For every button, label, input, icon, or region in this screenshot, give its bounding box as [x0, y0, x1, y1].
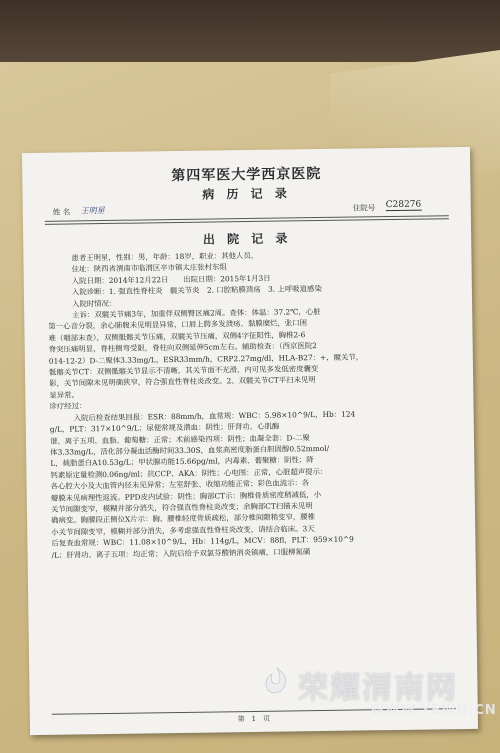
record-line: 体3.33mg/L，活化部分凝血活酶时间33.30S，血浆高密度脂蛋白胆固醇0.52mmol/: [50, 443, 330, 457]
watermark-logo-icon: [260, 665, 294, 699]
record-line: /L；肝肾功、离子五项：均正常；入院后给予双氯芬酸钠消炎镇痛，口服柳氮磺: [51, 546, 311, 560]
record-line: g/L，PLT：317×10^9/L；尿便常规及潜血：阴性；肝肾功、心肌酶: [49, 421, 280, 434]
record-line: 住址：陕西省渭南市临渭区辛市镇太庄张村东组: [71, 262, 227, 274]
record-line: L，载脂蛋白A10.53g/L；甲状腺功能15.66pg/ml，内毒素、葡聚糖：阴性；降: [50, 455, 314, 469]
admission-no-label: 住院号: [352, 203, 376, 213]
record-line: 后复查血常规：WBC：11.08×10^9/L，Hb：114g/L，MCV：88fl，PLT：959×10^9: [51, 534, 354, 548]
record-line: 显异常。: [49, 390, 79, 400]
record-line: 钙素原定量检测0.06ng/ml；抗CCP、AKA：阴性；心电图：正常，心脏超声提示：: [50, 466, 328, 480]
record-line: 脊突压痛明显，脊柱侧弯受限，脊柱向双侧延伸5cm左右。辅助检查：（西京医院2: [48, 341, 317, 355]
page-number: 第 1 页: [237, 714, 271, 724]
record-body: [47, 247, 453, 561]
record-line: 各心腔大小及大血管内径未见异常；左室舒张、收缩功能正常；彩色血流示：各: [50, 478, 310, 491]
record-line: 入院后检查结果回报：ESR：88mm/h，血常规：WBC：5.98×10^9/L，Hb：124: [73, 409, 356, 423]
record-line: 014-12-2）D-二聚体3.33mg/L，ESR33mm/h，CRP2.27mg/dl，HLA-B27：+，髋关节，: [48, 352, 364, 366]
record-line: 影，关节间隙未见明确狭窄，符合强直性脊柱炎改变。2、双髋关节CT平扫未见明: [49, 375, 316, 389]
discharge-record-title: 出 院 记 录: [202, 231, 292, 247]
record-line: 入院诊断：1. 强直性脊柱炎 髋关节炎 2. 口腔粘膜溃疡 3. 上呼吸道感染: [71, 284, 322, 297]
record-line: 主诉：双髋关节痛3年，加重伴双侧臀区痛2周。查体：体温：37.2℃，心脏: [72, 307, 321, 320]
watermark-text: 荣耀渭南网: [298, 671, 458, 706]
admission-no-value: C28276: [385, 199, 422, 211]
name-value: 王明星: [80, 206, 105, 216]
medical-record-sheet: [22, 147, 478, 735]
record-line: 入院时情况：: [72, 298, 117, 309]
record-line: 骶髂关节CT：双侧骶髂关节显示不清晰，其关节面不光滑，内可见多发低密度囊变: [48, 364, 319, 377]
name-label: 姓 名: [52, 207, 71, 217]
record-line: 入院日期：2014年12月22日 出院日期：2015年1月3日: [71, 273, 271, 286]
record-line: 难（咽部未查），双侧骶髂关节压痛，双髋关节压痛，双侧4字征阳性，胸椎2-6: [48, 330, 306, 343]
record-line: 小关节间隙变窄，模糊并部分消失，多考虑强直性脊柱炎改变，请结合临床。3天: [51, 523, 315, 537]
record-line: 确病变。胸腰段正侧位X片示：胸、腰椎轻度骨质疏松，部分椎间隙稍变窄，腰椎: [51, 512, 316, 526]
site-watermark: [260, 663, 497, 723]
record-line: 谱、离子五项、血脂、葡萄糖：正常；术前感染四项：阴性；血凝全套：D-二聚: [49, 432, 310, 446]
record-line: 瓣膜未见病理性返流。PPD皮内试验：阴性；胸部CT示：胸椎骨质密度稍减低，小: [50, 489, 322, 503]
record-line: 关节间隙变窄，模糊并部分消失，符合强直性脊柱炎改变；余胸部CT扫描未见明: [50, 501, 313, 514]
watermark-url: WWW.YEWN.CN: [370, 703, 497, 718]
hospital-title: 第四军医大学西京医院: [171, 165, 322, 185]
record-line: 诊疗经过：: [49, 401, 87, 412]
record-line: 第一心音分裂，余心肺腹未见明显异常，口唇上腭多发溃疡、黏膜糜烂，张口困: [48, 318, 308, 332]
record-line: 患者王明星，性别：男，年龄：18岁，职业：其他人员，: [71, 250, 259, 263]
record-title: 病 历 记 录: [202, 186, 291, 202]
